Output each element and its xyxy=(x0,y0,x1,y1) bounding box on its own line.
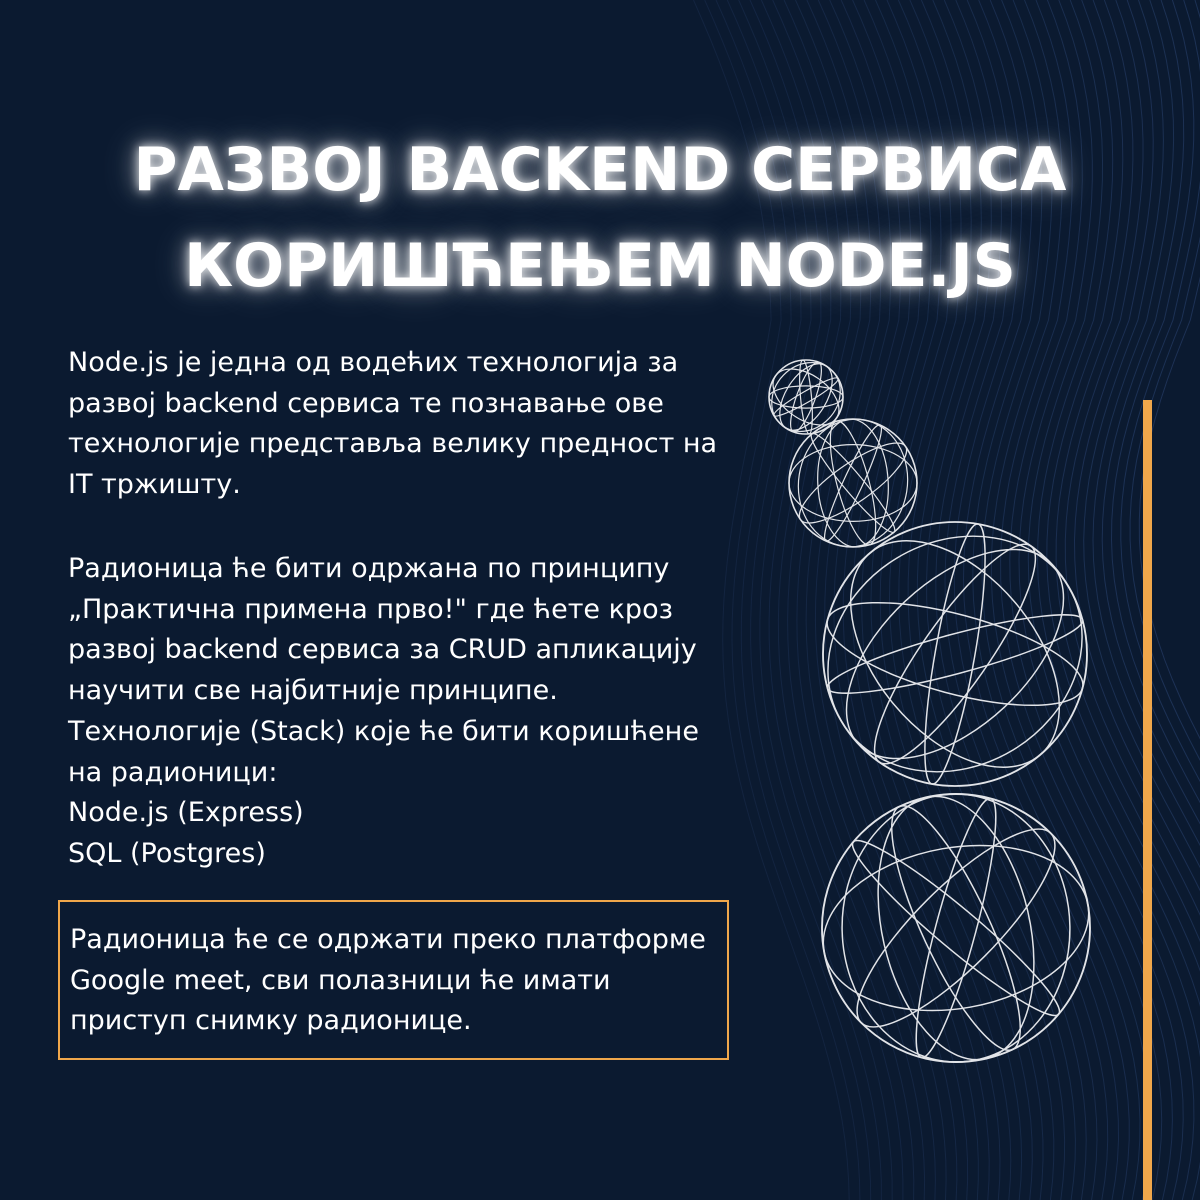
wireframe-sphere-icon xyxy=(758,349,855,446)
intro-line: IT тржишту. xyxy=(68,469,241,501)
notice-box xyxy=(58,900,729,1060)
accent-bar xyxy=(1143,400,1152,1200)
intro-line: технологије представља велику предност на xyxy=(68,428,718,460)
intro-paragraph xyxy=(68,343,748,506)
notice-line: приступ снимку радионице. xyxy=(70,1005,472,1037)
details-line: на радионици: xyxy=(68,756,278,788)
details-paragraph xyxy=(68,549,748,875)
details-line: Радионица ће бити одржана по принципу xyxy=(68,553,670,584)
intro-line: Node.js је једна од водећих технологија за xyxy=(68,347,679,378)
stack-item: Node.js (Express) xyxy=(68,797,304,829)
title-line-1: РАЗВОЈ BACKEND СЕРВИСА xyxy=(133,135,1067,205)
intro-line: развој backend сервиса те познавање ове xyxy=(68,387,664,419)
title-line-2: КОРИШЋЕЊЕМ NODE.JS xyxy=(184,231,1016,301)
notice-line: Google meet, сви полазници ће имати xyxy=(70,964,611,996)
details-line: „Практична примена прво!" где ћете кроз xyxy=(68,593,673,625)
stack-item: SQL (Postgres) xyxy=(68,837,266,869)
details-line: развој backend сервиса за CRUD апликацију xyxy=(68,634,697,666)
notice-line: Радионица ће се одржати преко платформе xyxy=(70,924,706,955)
details-line: Технологије (Stack) које ће бити коришћене xyxy=(68,715,699,747)
page-title xyxy=(0,122,1200,314)
details-line: научити све најбитније принципе. xyxy=(68,675,558,707)
